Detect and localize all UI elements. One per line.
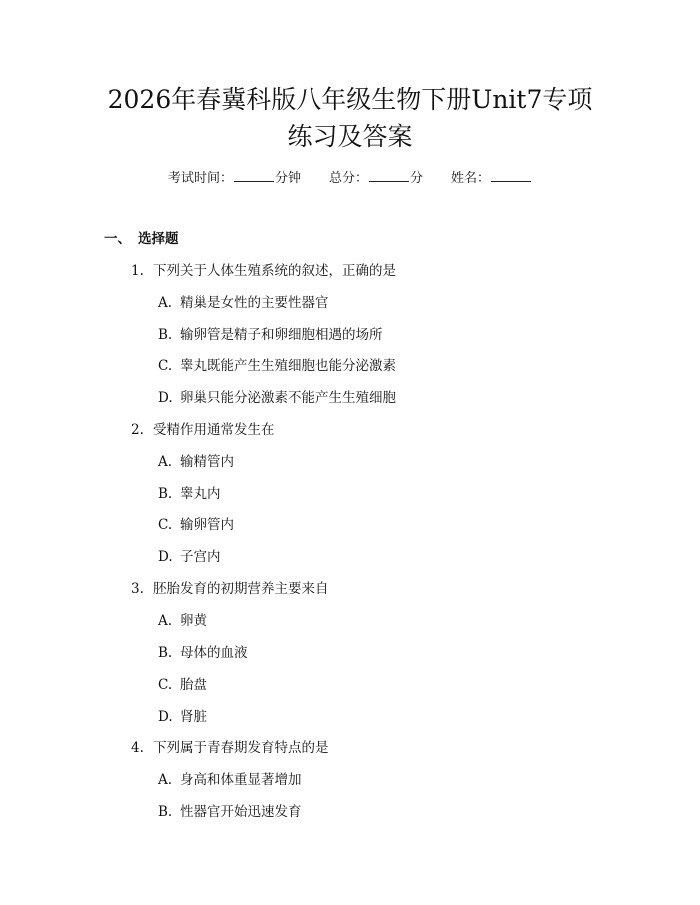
exam-time-blank [234, 168, 274, 182]
option-letter: D. [158, 549, 173, 565]
option-letter: C. [158, 517, 173, 533]
question-text [131, 738, 329, 758]
question-number: 1. [131, 263, 144, 279]
answer-option [158, 452, 234, 472]
answer-option [158, 643, 248, 663]
option-letter: D. [158, 709, 173, 725]
answer-option [158, 802, 302, 822]
option-text: 卵巢只能分泌激素不能产生生殖细胞 [180, 390, 396, 406]
option-letter: A. [158, 772, 173, 788]
option-letter: A. [158, 454, 173, 470]
option-text: 输卵管内 [180, 517, 234, 533]
document-title-line-1: 2026年春冀科版八年级生物下册Unit7专项 [107, 85, 593, 114]
option-letter: A. [158, 613, 173, 629]
answer-option [158, 293, 329, 313]
option-letter: B. [158, 486, 173, 502]
option-text: 肾脏 [180, 709, 207, 725]
option-text: 精巢是女性的主要性器官 [180, 295, 329, 311]
answer-option [158, 770, 302, 790]
total-score-unit: 分 [410, 171, 424, 186]
total-score-blank [369, 168, 409, 182]
question-stem: 下列关于人体生殖系统的叙述，正确的是 [153, 263, 396, 279]
exam-time-label: 考试时间： [167, 171, 233, 186]
option-text: 输精管内 [180, 454, 234, 470]
answer-option [158, 675, 207, 695]
name-blank [491, 168, 531, 182]
section-heading [104, 229, 179, 249]
answer-option [158, 325, 383, 345]
section-title: 选择题 [138, 231, 179, 247]
option-text: 身高和体重显著增加 [180, 772, 302, 788]
option-letter: C. [158, 677, 173, 693]
total-score-label: 总分： [328, 171, 368, 186]
answer-option [158, 484, 221, 504]
option-letter: B. [158, 645, 173, 661]
answer-option [158, 515, 234, 535]
option-letter: A. [158, 295, 173, 311]
question-stem: 下列属于青春期发育特点的是 [153, 740, 329, 756]
question-stem: 胚胎发育的初期营养主要来自 [153, 581, 329, 597]
question-stem: 受精作用通常发生在 [153, 422, 275, 438]
option-letter: D. [158, 390, 173, 406]
exam-info [0, 168, 700, 189]
question-text [131, 420, 275, 440]
option-text: 胎盘 [180, 677, 207, 693]
question-number: 3. [131, 581, 144, 597]
total-score-field [329, 168, 423, 189]
question-text [131, 579, 329, 599]
answer-option [158, 707, 207, 727]
document-title-line-2: 练习及答案 [287, 122, 413, 151]
question-number: 4. [131, 740, 144, 756]
answer-option [158, 547, 221, 567]
answer-option [158, 388, 396, 408]
option-text: 子宫内 [180, 549, 221, 565]
option-letter: B. [158, 804, 173, 820]
question-text [131, 261, 396, 281]
option-text: 睾丸内 [180, 486, 221, 502]
name-field [451, 168, 532, 189]
option-letter: B. [158, 327, 173, 343]
section-number: 一、 [104, 231, 131, 247]
exam-time-field [168, 168, 301, 189]
question-number: 2. [131, 422, 144, 438]
option-text: 睾丸既能产生生殖细胞也能分泌激素 [180, 358, 396, 374]
option-text: 母体的血液 [180, 645, 248, 661]
name-label: 姓名： [451, 171, 491, 186]
exam-time-unit: 分钟 [274, 171, 301, 186]
option-text: 输卵管是精子和卵细胞相遇的场所 [180, 327, 383, 343]
option-letter: C. [158, 358, 173, 374]
option-text: 卵黄 [180, 613, 207, 629]
option-text: 性器官开始迅速发育 [180, 804, 302, 820]
answer-option [158, 611, 207, 631]
answer-option [158, 356, 396, 376]
